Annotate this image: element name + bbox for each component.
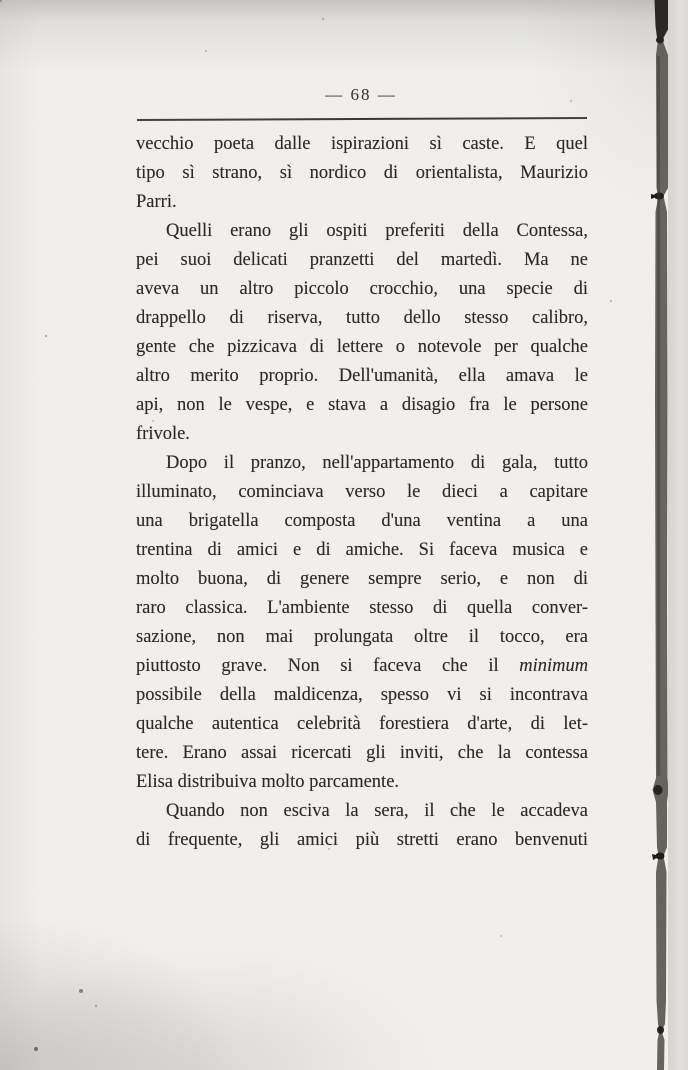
text-line: illuminato, cominciava verso le dieci a capitare [136, 482, 588, 502]
text-line: Dopo il pranzo, nell'appartamento di gala, tutto [166, 453, 588, 473]
text-line: vecchio poeta dalle ispirazioni sì caste. E quel [136, 134, 588, 154]
text-line: una brigatella composta d'una ventina a una [136, 511, 588, 531]
text-line: pei suoi delicati pranzetti del martedì. Ma ne [136, 250, 588, 270]
text-line: gente che pizzicava di lettere o notevole per qualche [136, 337, 588, 357]
text-line: aveva un altro piccolo crocchio, una specie di [136, 279, 588, 299]
text-line: api, non le vespe, e stava a disagio fra le persone [136, 395, 588, 415]
text-line: trentina di amici e di amiche. Si faceva musica e [136, 540, 588, 560]
text-line: tere. Erano assai ricercati gli inviti, che la contessa [136, 743, 588, 763]
text-line: molto buona, di genere sempre serio, e non di [136, 569, 588, 589]
text-line: di frequente, gli amici più stretti erano benvenuti [136, 830, 588, 850]
text-line: drappello di riserva, tutto dello stesso calibro, [136, 308, 588, 328]
text-line: qualche autentica celebrità forestiera d'arte, di let- [136, 714, 588, 734]
text-line: raro classica. L'ambiente stesso di quella conver- [136, 598, 588, 618]
text-line: Elisa distribuiva molto parcamente. [136, 772, 400, 792]
text-line: sazione, non mai prolungata oltre il tocco, era [136, 627, 588, 647]
text-line: Quelli erano gli ospiti preferiti della Contessa, [166, 221, 588, 241]
text-line: Parri. [136, 192, 177, 212]
adjacent-page-edge [668, 0, 688, 1070]
text-line: frivole. [136, 424, 190, 444]
text-line: Quando non esciva la sera, il che le accadeva [166, 801, 588, 821]
text-line: altro merito proprio. Dell'umanità, ella amava le [136, 366, 588, 386]
page-number: — 68 — [325, 85, 397, 104]
text-line: tipo sì strano, sì nordico di orientalista, Maurizio [136, 163, 588, 183]
text-line: piuttosto grave. Non si faceva che il minimum [136, 656, 589, 676]
text-line: possibile della maldicenza, spesso vi si incontrava [136, 685, 588, 705]
